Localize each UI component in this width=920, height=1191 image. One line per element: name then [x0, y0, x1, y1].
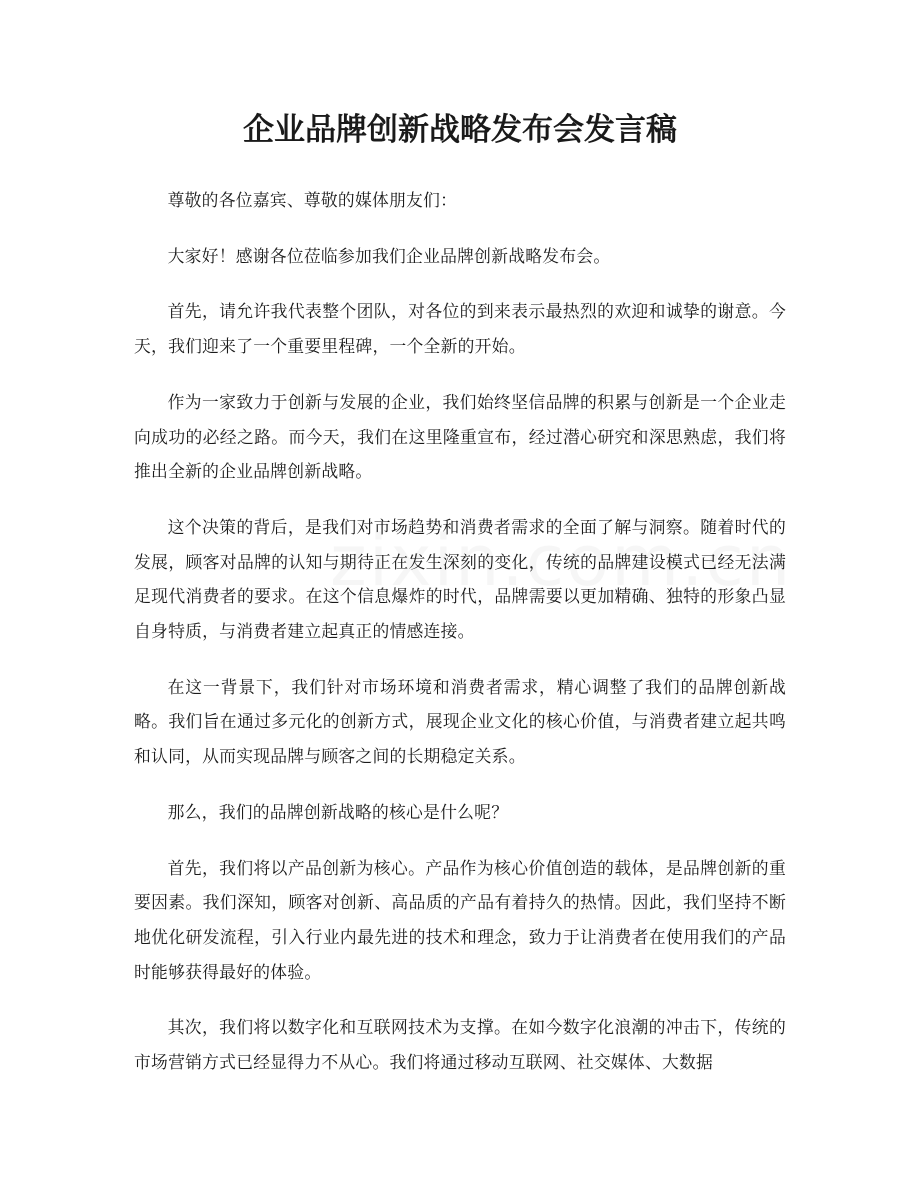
paragraph: 这个决策的背后，是我们对市场趋势和消费者需求的全面了解与洞察。随着时代的发展，顾客对品牌的认知与期待正在发生深刻的变化，传统的品牌建设模式已经无法满足现代消费者的要求。在这个信息爆炸的时代，品牌需要以更加精确、独特的形象凸显自身特质，与消费者建立起真正的情感连接。 — [134, 516, 786, 642]
paragraph: 在这一背景下，我们针对市场环境和消费者需求，精心调整了我们的品牌创新战略。我们旨在通过多元化的创新方式，展现企业文化的核心价值，与消费者建立起共鸣和认同，从而实现品牌与顾客之间的长期稳定关系。 — [134, 676, 786, 767]
paragraph-question: 那么，我们的品牌创新战略的核心是什么呢？ — [167, 801, 509, 822]
document-body — [134, 183, 786, 1101]
paragraph: 首先，我们将以产品创新为核心。产品作为核心价值创造的载体，是品牌创新的重要因素。我们深知，顾客对创新、高品质的产品有着持久的热情。因此，我们坚持不断地优化研发流程，引入行业内最先进的技术和理念，致力于让消费者在使用我们的产品时能够获得最好的体验。 — [134, 857, 786, 982]
paragraph-salutation: 尊敬的各位嘉宾、尊敬的媒体朋友们： — [167, 190, 458, 210]
paragraph-greeting: 大家好！感谢各位莅临参加我们企业品牌创新战略发布会。 — [167, 245, 611, 266]
paragraph: 其次，我们将以数字化和互联网技术为支撑。在如今数字化浪潮的冲击下，传统的市场营销方式已经显得力不从心。我们将通过移动互联网、社交媒体、大数据 — [134, 1017, 786, 1073]
document-title: 企业品牌创新战略发布会发言稿 — [243, 112, 677, 148]
paragraph: 首先，请允许我代表整个团队，对各位的到来表示最热烈的欢迎和诚挚的谢意。今天，我们迎来了一个重要里程碑，一个全新的开始。 — [134, 301, 786, 357]
paragraph: 作为一家致力于创新与发展的企业，我们始终坚信品牌的积累与创新是一个企业走向成功的必经之路。而今天，我们在这里隆重宣布，经过潜心研究和深思熟虑，我们将推出全新的企业品牌创新战略。 — [134, 391, 786, 482]
